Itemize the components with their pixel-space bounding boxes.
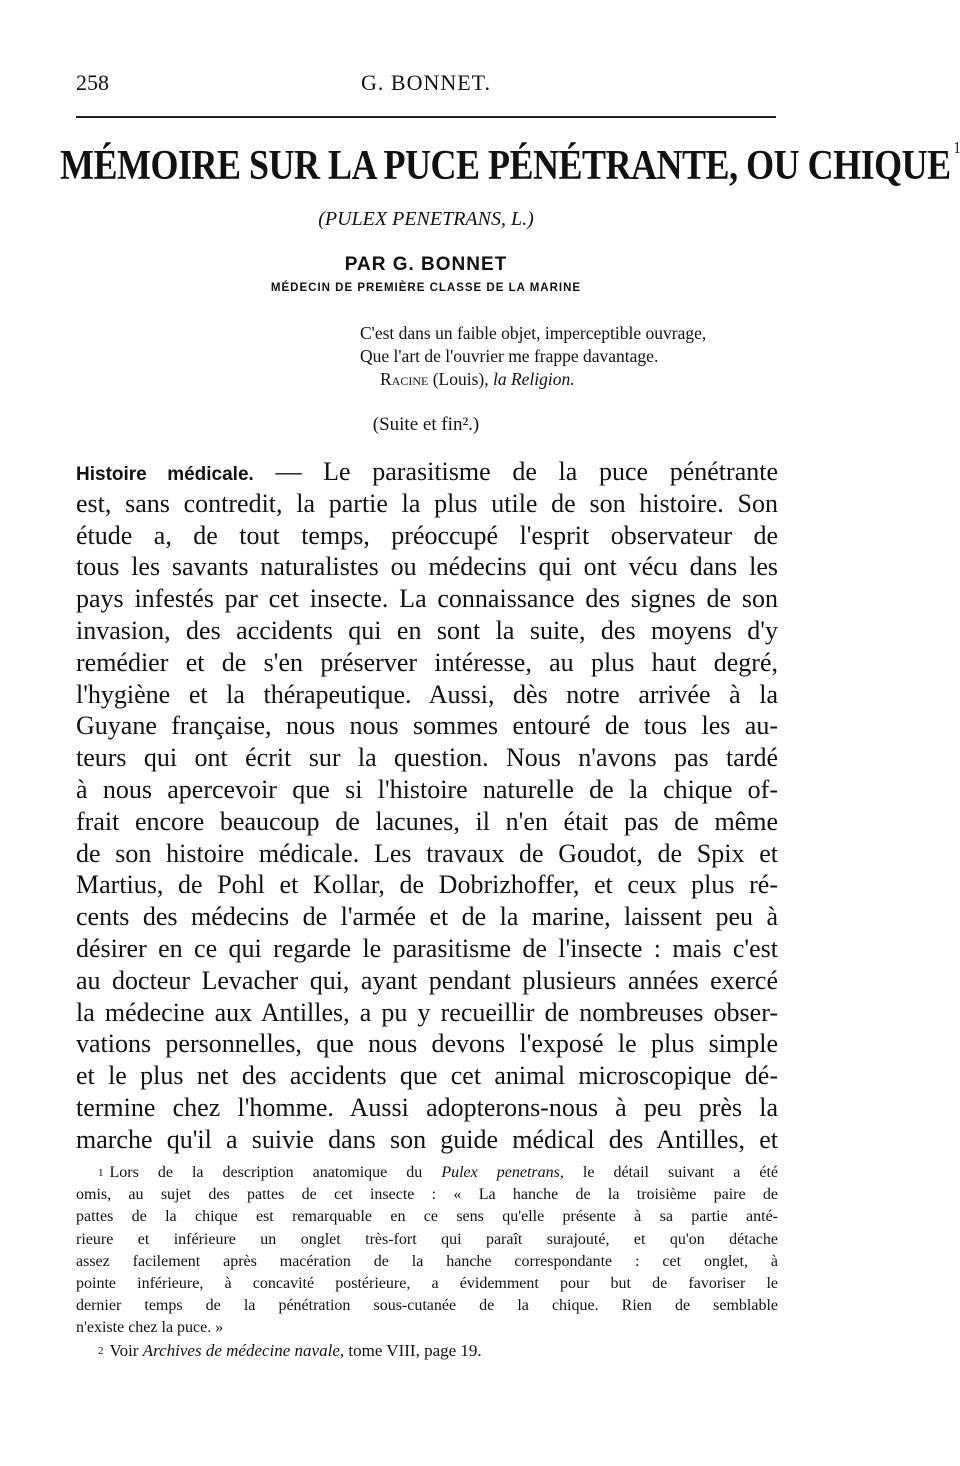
title-footnote-mark: 1: [953, 140, 960, 158]
article-title: [60, 140, 960, 190]
footnote-line: omis, au sujet des pattes de cet insecte : « La hanche de la troisième paire de: [76, 1186, 778, 1204]
footnote-line: pointe inférieure, à concavité postérieure, a évidemment pour but de favoriser le: [76, 1274, 778, 1292]
body-line: l'hygiène et la thérapeutique. Aussi, dès notre arrivée à la: [76, 679, 778, 709]
body-line-1: [76, 456, 778, 488]
footnote-1-taxon: Pulex penetrans: [441, 1164, 560, 1181]
page-number: 258: [76, 70, 109, 95]
running-author: G. BONNET.: [361, 70, 491, 95]
epigraph: [360, 322, 780, 391]
body-line: la médecine aux Antilles, a pu y recueillir de nombreuses obser-: [76, 997, 778, 1027]
body-line: Guyane française, nous nous sommes entouré de tous les au-: [76, 711, 778, 741]
body-line: à nous apercevoir que si l'histoire naturelle de la chique of-: [76, 774, 778, 804]
section-heading: Histoire médicale.: [76, 464, 254, 485]
footnote-line: assez facilement après macération de la hanche correspondante : cet onglet, à: [76, 1252, 778, 1270]
epigraph-line-1: C'est dans un faible objet, imperceptible ouvrage,: [360, 323, 707, 343]
footnote-1-line-1: [76, 1162, 778, 1184]
footnote-line: n'existe chez la puce. »: [76, 1319, 224, 1337]
header-rule: [76, 116, 776, 118]
footnote-1-end: , le détail suivant a été: [559, 1164, 778, 1181]
footnotes: [76, 1162, 778, 1362]
body-line: tous les savants naturalistes ou médecins qui ont vécu dans les: [76, 552, 778, 582]
epigraph-attribution: [360, 368, 780, 391]
footnote-2-end: , tome VIII, page 19.: [339, 1340, 482, 1360]
body-line: vations personnelles, que nous devons l'exposé le plus simple: [76, 1029, 778, 1059]
body-line: marche qu'il a suivie dans son guide médical des Antilles, et: [76, 1124, 778, 1154]
footnote-line: rieure et inférieure un onglet très-fort qui paraît surajouté, et qu'on détache: [76, 1230, 778, 1248]
article-title-text: MÉMOIRE SUR LA PUCE PÉNÉTRANTE, OU CHIQUE: [60, 141, 951, 189]
body-line: frait encore beaucoup de lacunes, il n'en était pas de même: [76, 806, 778, 836]
epigraph-line-2: Que l'art de l'ouvrier me frappe davantage.: [360, 346, 659, 366]
body-line-1-text: — Le parasitisme de la puce pénétrante: [253, 457, 778, 486]
author-line: PAR G. BONNET: [344, 254, 508, 275]
body-line: invasion, des accidents qui en sont la suite, des moyens d'y: [76, 615, 778, 645]
body-line: termine chez l'homme. Aussi adopterons-nous à peu près la: [76, 1092, 778, 1122]
footnote-line: pattes de la chique est remarquable en ce sens qu'elle présente à sa partie anté-: [76, 1208, 778, 1226]
continuation-note: (Suite et fin².): [372, 414, 480, 435]
body-line: étude a, de tout temps, préoccupé l'esprit observateur de: [76, 520, 778, 550]
body-line: Martius, de Pohl et Kollar, de Dobrizhoffer, et ceux plus ré-: [76, 870, 778, 900]
running-head: [76, 70, 776, 100]
body-line: teurs qui ont écrit sur la question. Nous n'avons pas tardé: [76, 743, 778, 773]
body-line: au docteur Levacher qui, ayant pendant plusieurs années exercé: [76, 965, 778, 995]
footnote-line: dernier temps de la pénétration sous-cutanée de la chique. Rien de semblable: [76, 1297, 778, 1315]
footnote-2: [76, 1340, 778, 1362]
footnote-1-mark: 1: [98, 1167, 104, 1179]
body-line: de son histoire médicale. Les travaux de Goudot, de Spix et: [76, 838, 778, 868]
body-line: pays infestés par cet insecte. La connaissance des signes de son: [76, 584, 778, 614]
body-line: et le plus net des accidents que cet animal microscopique dé-: [76, 1061, 778, 1091]
body-line: désirer en ce qui regarde le parasitisme de l'insecte : mais c'est: [76, 933, 778, 963]
footnote-2-start: Voir: [109, 1340, 143, 1360]
footnote-2-journal: Archives de médecine navale: [142, 1340, 340, 1360]
epigraph-author: Racine: [380, 369, 429, 389]
footnote-2-mark: 2: [98, 1344, 104, 1357]
footnote-1-start: Lors de la description anatomique du: [109, 1164, 442, 1181]
author-rank: MÉDECIN DE PREMIÈRE CLASSE DE LA MARINE: [270, 282, 582, 294]
epigraph-author-first: (Louis),: [428, 369, 493, 389]
body-line: cents des médecins de l'armée et de la marine, laissent peu à: [76, 902, 778, 932]
latin-name: (PULEX PENETRANS, L.): [318, 208, 534, 230]
epigraph-work: la Religion.: [493, 369, 575, 389]
body-text: [76, 456, 778, 1156]
body-line: est, sans contredit, la partie la plus utile de son histoire. Son: [76, 488, 778, 518]
body-line: remédier et de s'en préserver intéresse, au plus haut degré,: [76, 647, 778, 677]
